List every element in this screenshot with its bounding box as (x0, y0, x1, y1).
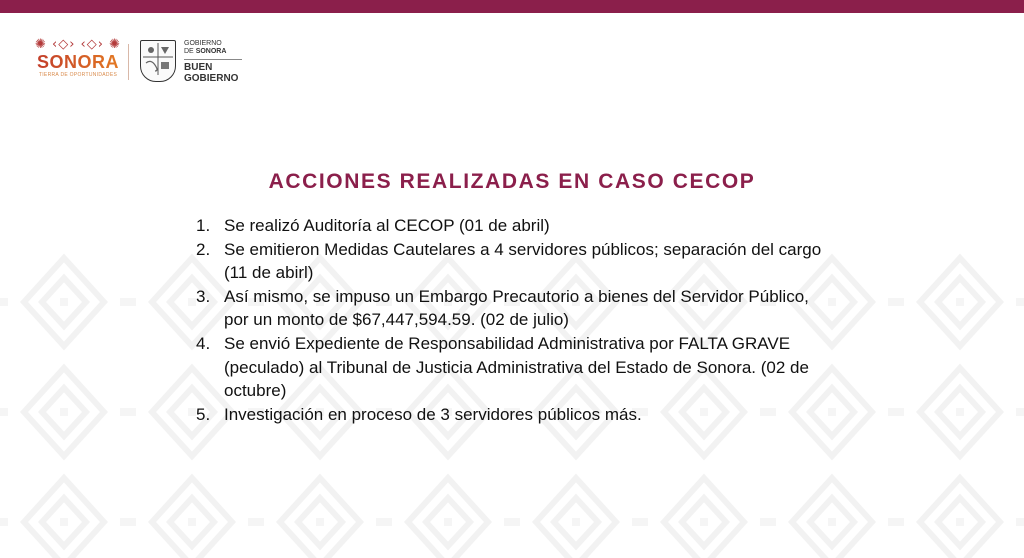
government-logo-buen: BUEN (184, 62, 213, 73)
government-logo (184, 40, 254, 84)
list-item (196, 285, 836, 332)
government-logo-line1: GOBIERNO (184, 40, 222, 47)
list-item-text: Investigación en proceso de 3 servidores públicos más. (224, 404, 642, 424)
government-logo-de: DE (184, 48, 194, 55)
list-item-number: 5. (196, 404, 211, 424)
sonora-logo-symbols: ✺ ‹◇› ‹◇› ✺ (35, 37, 121, 52)
government-logo-line2 (184, 48, 254, 56)
government-logo-gobierno: GOBIERNO (184, 73, 239, 84)
actions-list (196, 214, 836, 426)
list-item-text: Se emitieron Medidas Cautelares a 4 servidores públicos; separación del cargo (11 de abirl) (224, 239, 822, 283)
government-logo-sonora: SONORA (195, 48, 227, 55)
sonora-logo-word: SONORA (30, 52, 126, 72)
list-item (196, 332, 836, 403)
list-item-text: Se realizó Auditoría al CECOP (01 de abril) (224, 216, 550, 235)
list-item-text: Así mismo, se impuso un Embargo Precautorio a bienes del Servidor Público, por un monto de $67,447,594.59. (02 de julio) (224, 286, 809, 330)
slide-title: ACCIONES REALIZADAS EN CASO CECOP (268, 170, 756, 193)
list-item-number: 4. (196, 333, 211, 353)
list-item-text: Se envió Expediente de Responsabilidad Administrativa por FALTA GRAVE (peculado) al Tribunal de Justicia Administrativa del Estado de Sonora. (02 de octubre) (224, 333, 809, 401)
sonora-logo-tagline: TIERRA DE OPORTUNIDADES (38, 72, 118, 78)
list-item-number: 2. (196, 239, 211, 259)
list-item-number: 3. (196, 286, 211, 306)
list-item (196, 214, 836, 238)
state-seal-icon (140, 40, 176, 82)
logo-divider (128, 44, 129, 80)
list-item-number: 1. (196, 216, 211, 235)
list-item (196, 403, 836, 427)
government-logo-buen-gobierno (184, 59, 242, 84)
top-color-bar (0, 0, 1024, 13)
sonora-logo (30, 38, 126, 84)
list-item (196, 238, 836, 285)
